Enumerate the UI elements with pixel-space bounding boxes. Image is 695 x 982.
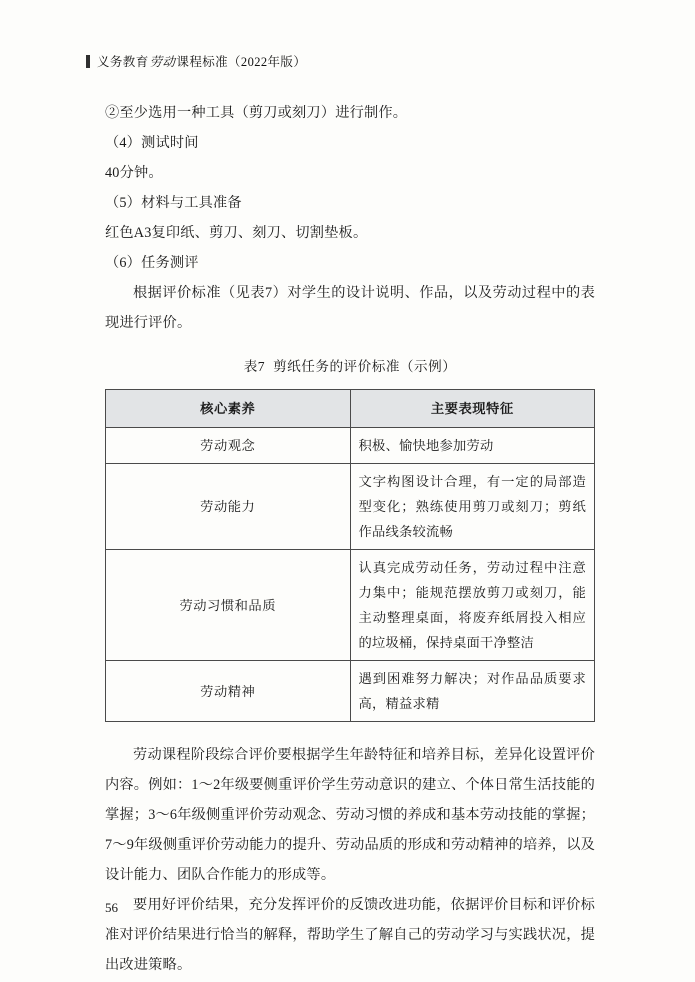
paragraph-stage-evaluation: 劳动课程阶段综合评价要根据学生年龄特征和培养目标，差异化设置评价内容。例如：1～2年级要侧重评价学生劳动意识的建立、个体日常生活技能的掌握；3～6年级侧重评价劳动观念、劳动习惯的养成和基本劳动技能的掌握；7～9年级侧重评价劳动能力的提升、劳动品质的形成和劳动精神的培养，以及设计能力、团队合作能力的形成等。 bbox=[105, 747, 595, 883]
table-cell-competency: 劳动习惯和品质 bbox=[106, 550, 351, 661]
table-cell-competency: 劳动精神 bbox=[106, 661, 351, 722]
table-caption bbox=[105, 352, 595, 382]
body-line-6: （6）任务测评 bbox=[105, 255, 199, 271]
table-header-row bbox=[106, 390, 595, 428]
table-row bbox=[106, 428, 595, 464]
closing-paragraphs bbox=[105, 740, 595, 980]
body-line-3: 40分钟。 bbox=[105, 165, 163, 181]
table-cell-competency: 劳动能力 bbox=[106, 464, 351, 550]
header-suffix: 课程标准（2022年版） bbox=[176, 55, 307, 69]
table-row bbox=[106, 550, 595, 661]
table-row bbox=[106, 464, 595, 550]
table-caption-number: 表7 bbox=[243, 359, 266, 374]
paragraph-use-results: 要用好评价结果，充分发挥评价的反馈改进功能，依据评价目标和评价标准对评价结果进行恰当的解释，帮助学生了解自己的劳动学习与实践状况，提出改进策略。 bbox=[105, 897, 595, 973]
body-paragraph-intro: 根据评价标准（见表7）对学生的设计说明、作品，以及劳动过程中的表现进行评价。 bbox=[105, 285, 595, 331]
body-line-1: ②至少选用一种工具（剪刀或刻刀）进行制作。 bbox=[105, 105, 408, 121]
header-emphasis: 劳动 bbox=[149, 55, 176, 69]
evaluation-criteria-table bbox=[105, 389, 595, 722]
table-cell-features: 积极、愉快地参加劳动 bbox=[350, 428, 595, 464]
running-header bbox=[86, 52, 306, 70]
header-prefix: 义务教育 bbox=[97, 55, 149, 69]
table-caption-title: 剪纸任务的评价标准（示例） bbox=[273, 359, 457, 374]
table-cell-features: 遇到困难努力解决；对作品品质要求高，精益求精 bbox=[350, 661, 595, 722]
running-header-text bbox=[97, 52, 306, 70]
table-cell-competency: 劳动观念 bbox=[106, 428, 351, 464]
header-rule-icon bbox=[86, 55, 90, 68]
page-number: 56 bbox=[105, 900, 118, 915]
body-line-5: 红色A3复印纸、剪刀、刻刀、切割垫板。 bbox=[105, 225, 368, 241]
body-line-4: （5）材料与工具准备 bbox=[105, 195, 242, 211]
table-row bbox=[106, 661, 595, 722]
page-content bbox=[105, 98, 595, 980]
body-line-2: （4）测试时间 bbox=[105, 135, 199, 151]
table-cell-features: 文字构图设计合理，有一定的局部造型变化；熟练使用剪刀或刻刀；剪纸作品线条较流畅 bbox=[350, 464, 595, 550]
table-cell-features: 认真完成劳动任务，劳动过程中注意力集中；能规范摆放剪刀或刻刀，能主动整理桌面，将废弃纸屑投入相应的垃圾桶，保持桌面干净整洁 bbox=[350, 550, 595, 661]
table-header-features: 主要表现特征 bbox=[350, 390, 595, 428]
table-header-competency: 核心素养 bbox=[106, 390, 351, 428]
